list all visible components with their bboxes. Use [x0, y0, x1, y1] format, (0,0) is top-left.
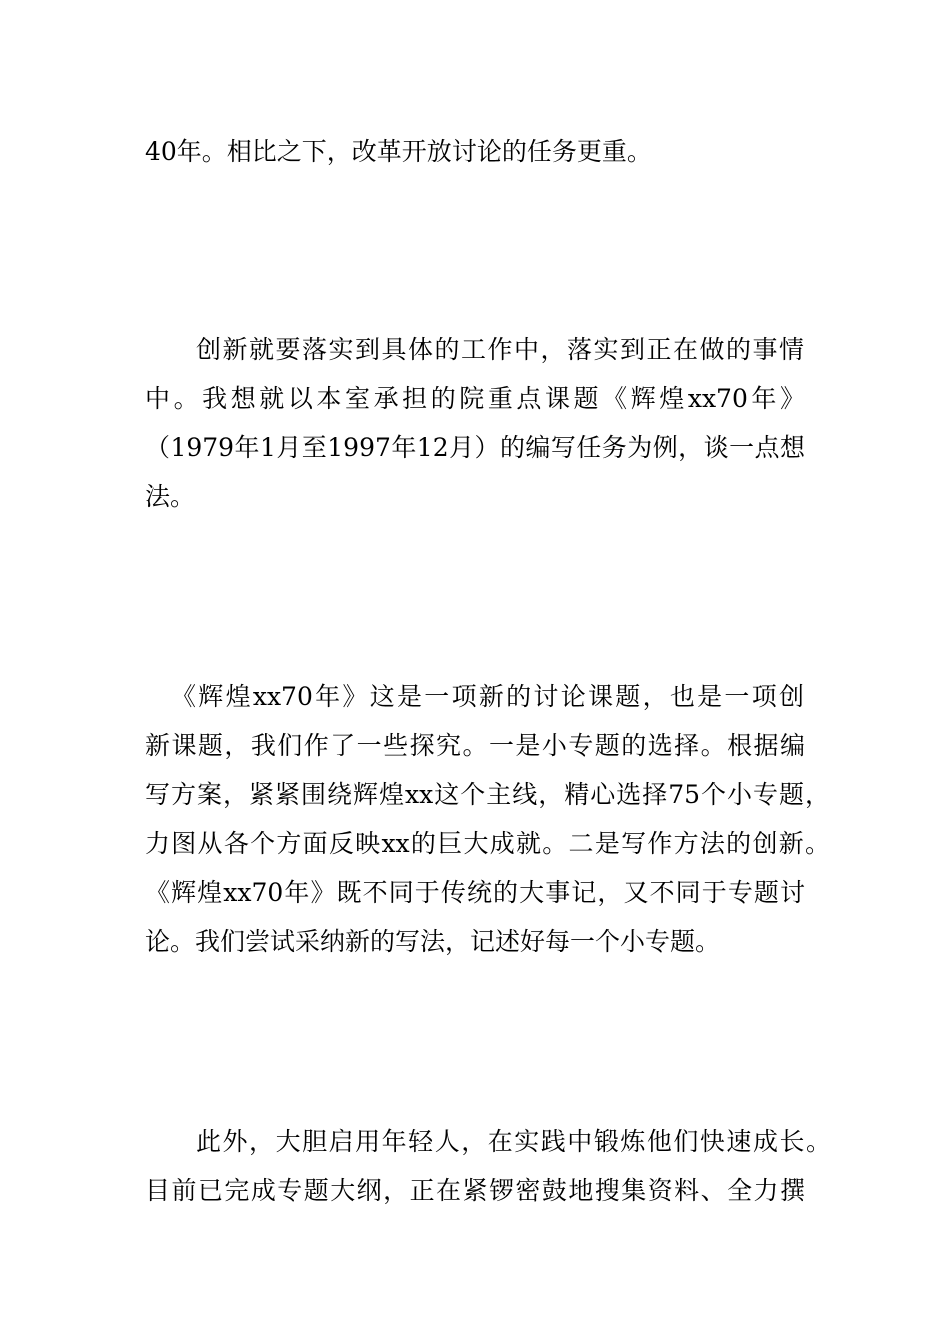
text-line: 新课题，我们作了一些探究。一是小专题的选择。根据编: [145, 731, 805, 760]
text-line: 40年。相比之下，改革开放讨论的任务更重。: [145, 137, 652, 166]
text-line: 力图从各个方面反映xx的巨大成就。二是写作方法的创新。: [145, 829, 830, 858]
text-line: 目前已完成专题大纲，正在紧锣密鼓地搜集资料、全力撰: [145, 1176, 805, 1205]
text-line: 中。我想就以本室承担的院重点课题《辉煌xx70年》: [145, 384, 805, 413]
text-line: 写方案，紧紧围绕辉煌xx这个主线，精心选择75个小专题，: [145, 780, 830, 809]
text-line: 此外，大胆启用年轻人，在实践中锻炼他们快速成长。: [196, 1127, 831, 1156]
text-line: 《辉煌xx70年》这是一项新的讨论课题，也是一项创: [171, 682, 804, 711]
text-line: 创新就要落实到具体的工作中，落实到正在做的事情: [196, 335, 804, 364]
text-line: （1979年1月至1997年12月）的编写任务为例，谈一点想: [145, 433, 805, 462]
text-line: 法。: [145, 482, 196, 511]
text-line: 《辉煌xx70年》既不同于传统的大事记，又不同于专题讨: [145, 878, 805, 907]
text-line: 论。我们尝试采纳新的写法，记述好每一个小专题。: [145, 927, 721, 956]
